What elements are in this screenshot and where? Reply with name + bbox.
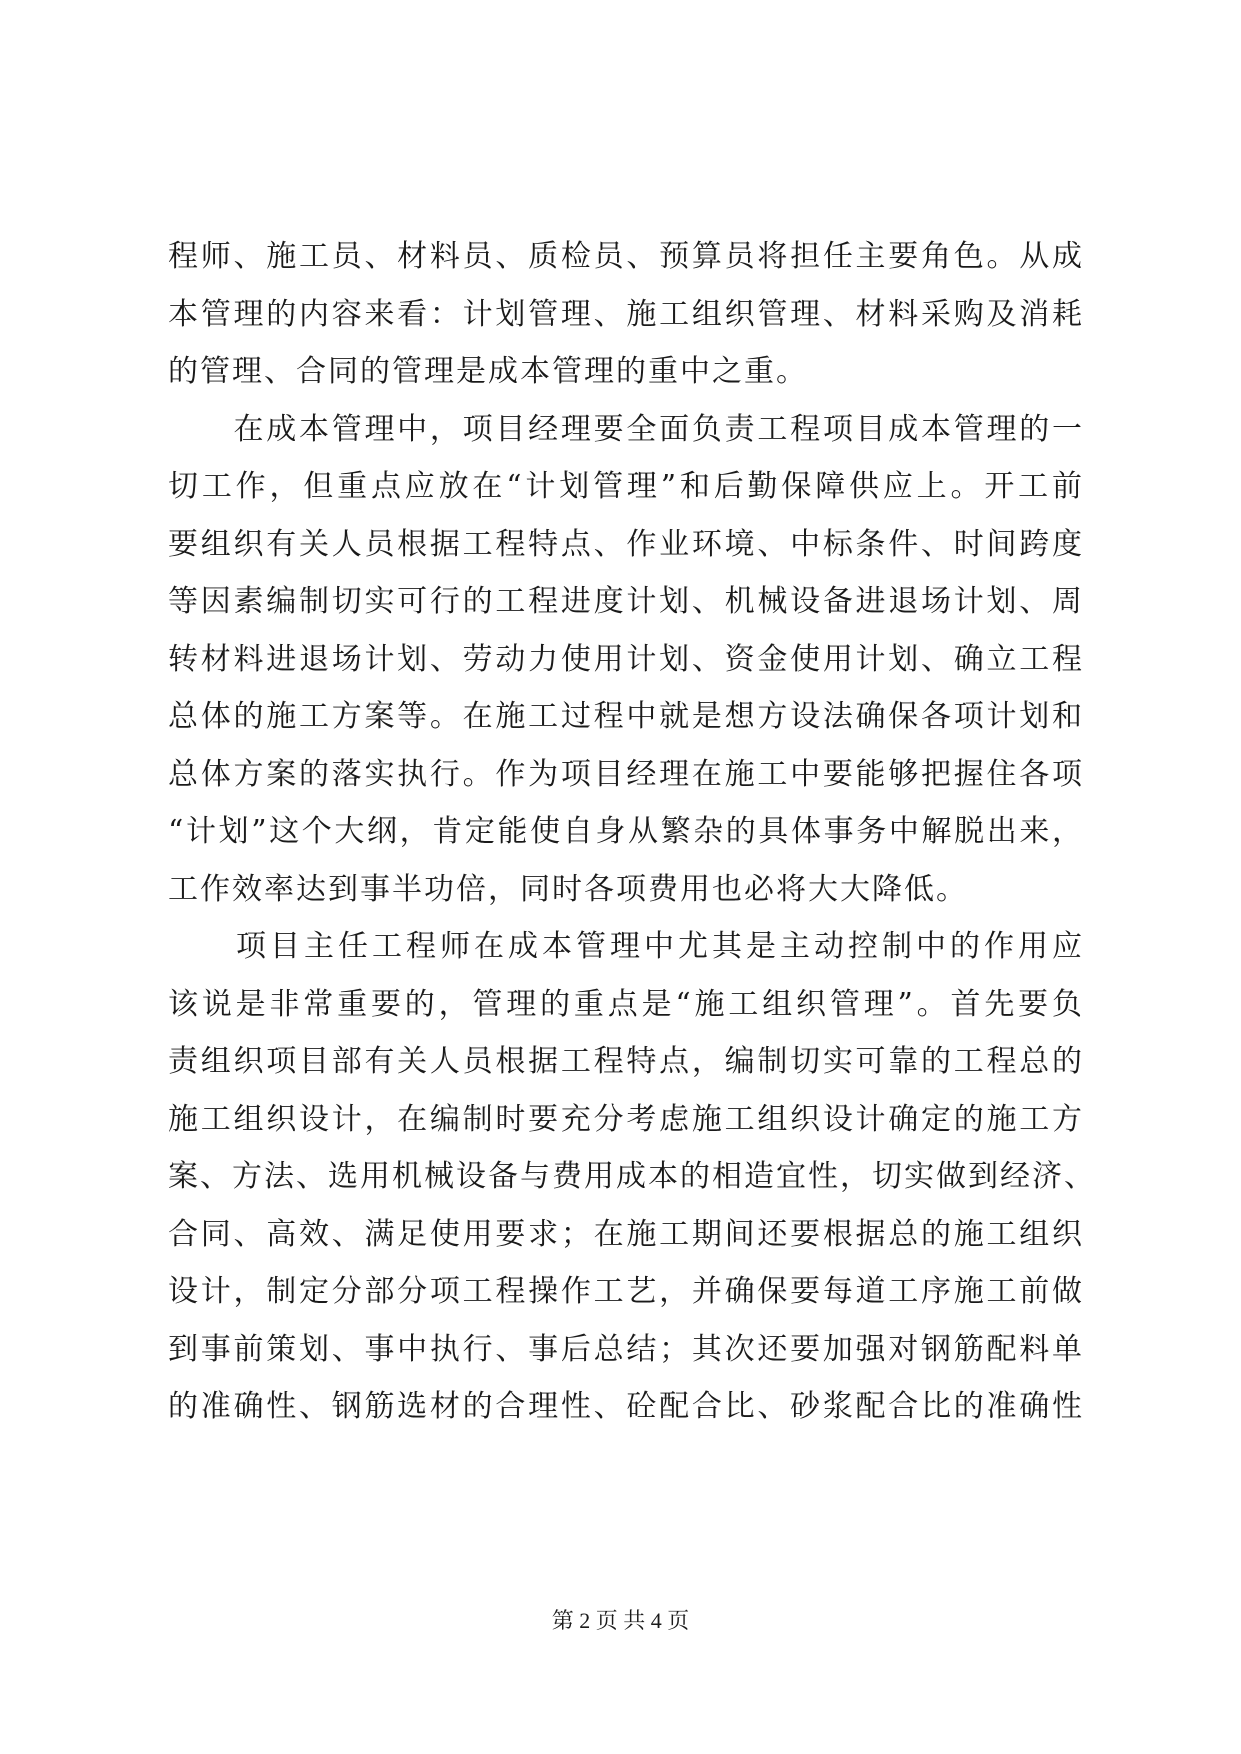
text-line: 案、方法、选用机械设备与费用成本的相造宜性，切实做到经济、: [168, 1159, 1096, 1194]
text-line: 合同、高效、满足使用要求；在施工期间还要根据总的施工组织: [168, 1216, 1084, 1252]
text-line: 的准确性、钢筋选材的合理性、砼配合比、砂浆配合比的准确性: [168, 1389, 1084, 1424]
document-body: [168, 228, 1096, 1436]
paragraph-1: [168, 228, 1084, 401]
text-line: 责组织项目部有关人员根据工程特点，编制切实可靠的工程总的: [168, 1044, 1084, 1079]
text-line: 到事前策划、事中执行、事后总结；其次还要加强对钢筋配料单: [168, 1331, 1084, 1367]
text-line: 设计，制定分部分项工程操作工艺，并确保要每道工序施工前做: [168, 1274, 1084, 1309]
text-line: 切工作，但重点应放在“计划管理”和后勤保障供应上。开工前: [168, 469, 1084, 504]
text-line: 该说是非常重要的，管理的重点是“施工组织管理”。首先要负: [168, 986, 1084, 1022]
text-line: 总体方案的落实执行。作为项目经理在施工中要能够把握住各项: [168, 756, 1084, 792]
text-line: 要组织有关人员根据工程特点、作业环境、中标条件、时间跨度: [168, 526, 1084, 562]
text-line: 施工组织设计，在编制时要充分考虑施工组织设计确定的施工方: [168, 1101, 1084, 1137]
text-line: 等因素编制切实可行的工程进度计划、机械设备进退场计划、周: [168, 584, 1084, 619]
text-line: 的管理、合同的管理是成本管理的重中之重。: [168, 354, 808, 389]
paragraph-2: [168, 401, 1084, 919]
text-line: 工作效率达到事半功倍，同时各项费用也必将大大降低。: [168, 871, 968, 907]
text-line: 项目主任工程师在成本管理中尤其是主动控制中的作用应: [168, 929, 1084, 964]
text-line: “计划”这个大纲，肯定能使自身从繁杂的具体事务中解脱出来，: [168, 814, 1084, 849]
text-line: 本管理的内容来看：计划管理、施工组织管理、材料采购及消耗: [168, 296, 1084, 332]
text-line: 在成本管理中，项目经理要全面负责工程项目成本管理的一: [168, 411, 1084, 447]
text-line: 总体的施工方案等。在施工过程中就是想方设法确保各项计划和: [168, 699, 1084, 734]
text-line: 转材料进退场计划、劳动力使用计划、资金使用计划、确立工程: [168, 641, 1084, 677]
paragraph-3: [168, 918, 1096, 1436]
page-number-footer: 第 2 页 共 4 页: [551, 1608, 690, 1633]
text-line: 程师、施工员、材料员、质检员、预算员将担任主要角色。从成: [168, 239, 1084, 274]
